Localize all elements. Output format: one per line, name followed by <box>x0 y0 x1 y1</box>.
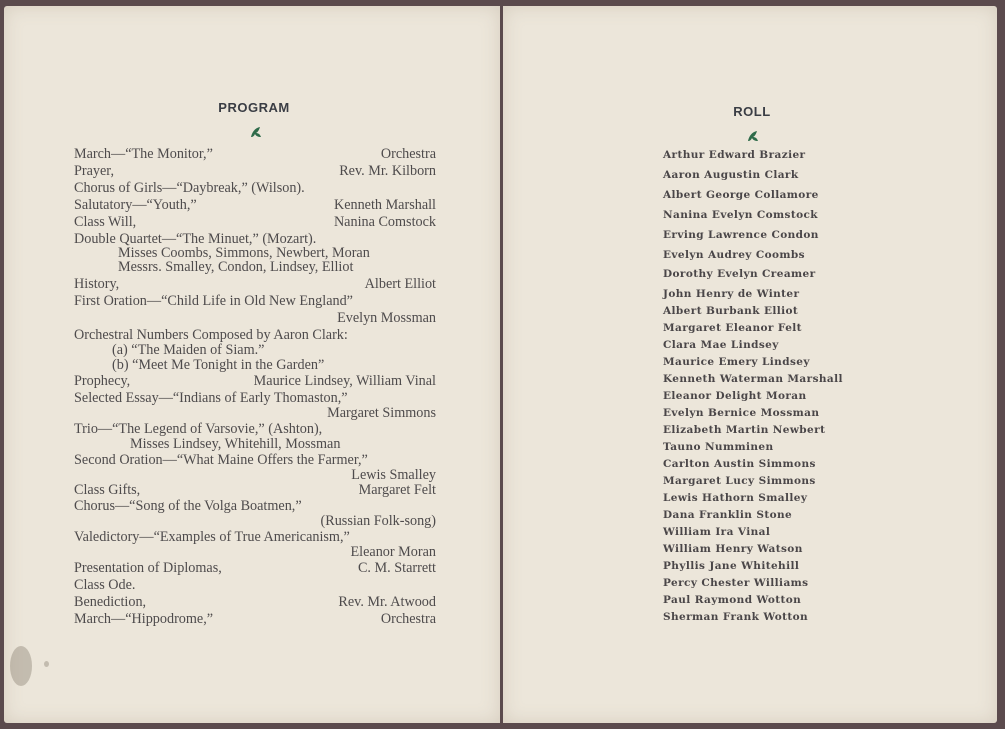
program-line: Selected Essay—“Indians of Early Thomaston,” <box>74 390 348 406</box>
paper-stain <box>10 646 32 686</box>
roll-name: William Ira Vinal <box>663 526 771 538</box>
program-line: Presentation of Diplomas, C. M. Starrett <box>74 560 436 576</box>
roll-name: Evelyn Bernice Mossman <box>663 407 820 419</box>
program-line: Class Will, Nanina Comstock <box>74 214 436 230</box>
roll-name: Dana Franklin Stone <box>663 509 793 521</box>
roll-name: William Henry Watson <box>663 543 803 555</box>
roll-name: Evelyn Audrey Coombs <box>663 249 805 261</box>
roll-name: John Henry de Winter <box>663 288 800 300</box>
roll-name: Carlton Austin Simmons <box>663 458 816 470</box>
roll-title: ROLL <box>733 104 771 119</box>
paper-stain <box>44 661 49 667</box>
program-line: (Russian Folk-song) <box>320 513 436 529</box>
program-line: Chorus of Girls—“Daybreak,” (Wilson). <box>74 180 305 196</box>
program-line: March—“The Monitor,” Orchestra <box>74 146 436 162</box>
roll-name: Margaret Lucy Simmons <box>663 475 816 487</box>
program-line: Prophecy, Maurice Lindsey, William Vinal <box>74 373 436 389</box>
roll-name: Nanina Evelyn Comstock <box>663 209 818 221</box>
program-line: Double Quartet—“The Minuet,” (Mozart). <box>74 231 317 247</box>
program-line: Trio—“The Legend of Varsovie,” (Ashton), <box>74 421 323 437</box>
program-line: Prayer, Rev. Mr. Kilborn <box>74 163 436 179</box>
roll-name: Albert George Collamore <box>663 189 819 201</box>
roll-name: Lewis Hathorn Smalley <box>663 492 808 504</box>
roll-name: Aaron Augustin Clark <box>663 169 799 181</box>
program-line: (b) “Meet Me Tonight in the Garden” <box>112 357 325 373</box>
program-line: March—“Hippodrome,” Orchestra <box>74 611 436 627</box>
program-line: Margaret Simmons <box>327 405 436 421</box>
program-line: Valedictory—“Examples of True Americanism,” <box>74 529 350 545</box>
program-line: Misses Lindsey, Whitehill, Mossman <box>130 436 341 452</box>
roll-name: Dorothy Evelyn Creamer <box>663 268 816 280</box>
program-line: Class Ode. <box>74 577 136 593</box>
leaf-ornament-icon <box>746 130 760 143</box>
roll-name: Clara Mae Lindsey <box>663 339 779 351</box>
program-line: Benediction, Rev. Mr. Atwood <box>74 594 436 610</box>
roll-name: Arthur Edward Brazier <box>663 149 806 161</box>
program-line: Messrs. Smalley, Condon, Lindsey, Elliot <box>118 259 354 275</box>
program-line: Misses Coombs, Simmons, Newbert, Moran <box>118 245 370 261</box>
program-line: First Oration—“Child Life in Old New England” <box>74 293 353 309</box>
program-title: PROGRAM <box>218 100 290 115</box>
roll-page <box>503 6 997 723</box>
roll-name: Phyllis Jane Whitehill <box>663 560 800 572</box>
program-line: Eleanor Moran <box>350 544 436 560</box>
roll-name: Erving Lawrence Condon <box>663 229 819 241</box>
roll-name: Sherman Frank Wotton <box>663 611 809 623</box>
program-line: Salutatory—“Youth,” Kenneth Marshall <box>74 197 436 213</box>
program-line: Lewis Smalley <box>351 467 436 483</box>
roll-name: Elizabeth Martin Newbert <box>663 424 826 436</box>
program-line: (a) “The Maiden of Siam.” <box>112 342 265 358</box>
roll-name: Paul Raymond Wotton <box>663 594 802 606</box>
program-line: Class Gifts, Margaret Felt <box>74 482 436 498</box>
program-line: Orchestral Numbers Composed by Aaron Clark: <box>74 327 348 343</box>
roll-name: Kenneth Waterman Marshall <box>663 373 843 385</box>
roll-name: Tauno Numminen <box>663 441 774 453</box>
program-line: History, Albert Elliot <box>74 276 436 292</box>
program-page <box>4 6 500 723</box>
roll-name: Maurice Emery Lindsey <box>663 356 810 368</box>
roll-name: Eleanor Delight Moran <box>663 390 807 402</box>
leaf-ornament-icon <box>249 126 263 139</box>
roll-name: Albert Burbank Elliot <box>663 305 799 317</box>
program-line: Second Oration—“What Maine Offers the Farmer,” <box>74 452 368 468</box>
program-line: Evelyn Mossman <box>337 310 436 326</box>
roll-name: Margaret Eleanor Felt <box>663 322 802 334</box>
roll-name: Percy Chester Williams <box>663 577 809 589</box>
program-line: Chorus—“Song of the Volga Boatmen,” <box>74 498 302 514</box>
